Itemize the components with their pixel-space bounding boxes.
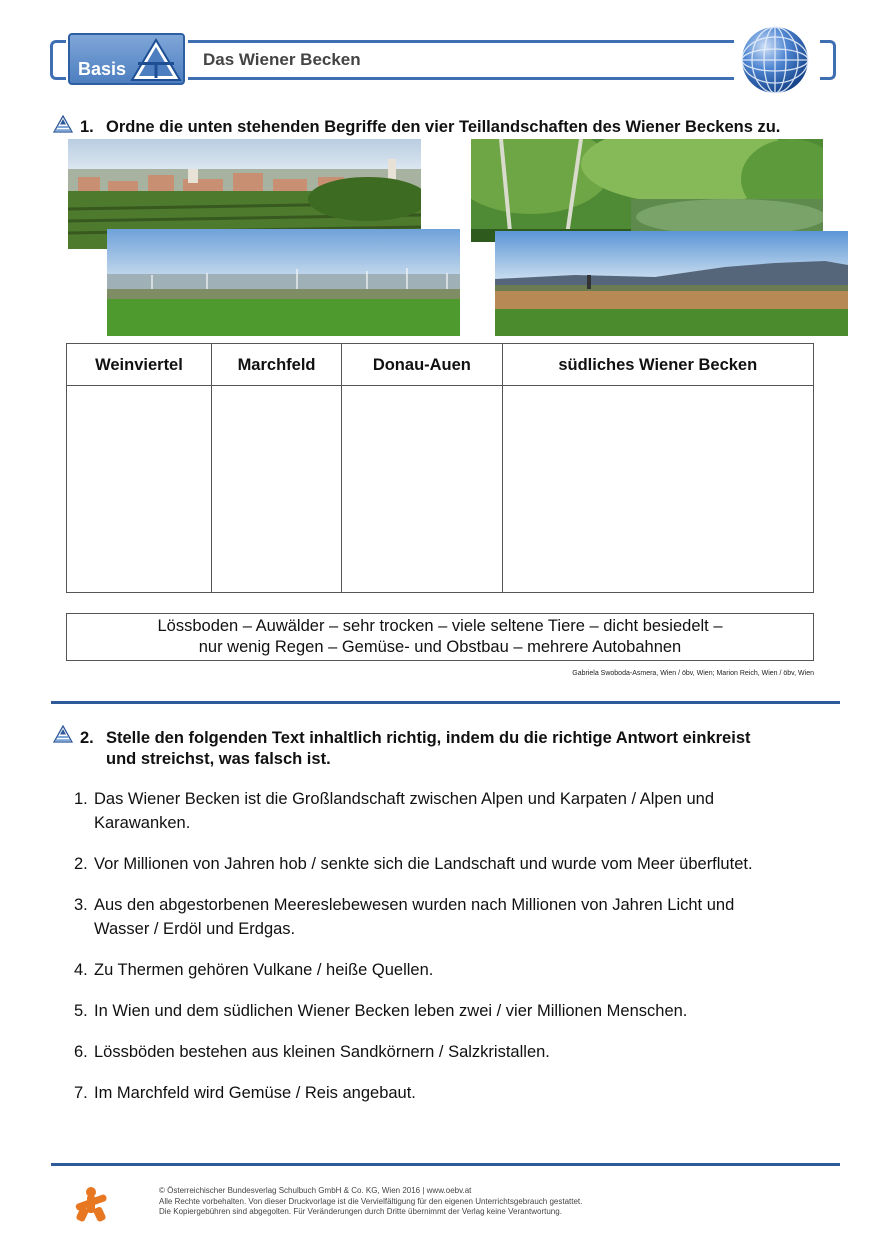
task2-instruction-line-2: und streichst, was falsch ist. <box>106 750 331 768</box>
statement-text[interactable]: In Wien und dem südlichen Wiener Becken leben zwei / vier Millionen Menschen. <box>94 1002 688 1020</box>
page-title: Das Wiener Becken <box>203 50 361 69</box>
assignment-table <box>66 343 814 593</box>
term-box-line-1: Lössboden – Auwälder – sehr trocken – viele seltene Tiere – dicht besiedelt – <box>157 617 723 635</box>
oebv-star-logo-icon <box>72 1185 110 1223</box>
statement-text-cont[interactable]: Karawanken. <box>94 814 191 832</box>
photo-credit: Gabriela Swoboda-Asmera, Wien / öbv, Wien; Marion Reich, Wien / öbv, Wien <box>572 670 814 677</box>
pyramid-level-icon <box>53 725 73 743</box>
statement-text[interactable]: Aus den abgestorbenen Meereslebewesen wurden nach Millionen von Jahren Licht und <box>94 896 735 914</box>
term-box <box>66 613 814 661</box>
photo-suedliches-wiener-becken <box>495 231 848 336</box>
statement-item: 6. Lössböden bestehen aus kleinen Sandkörnern / Salzkristallen. <box>74 1040 834 1064</box>
task2-instruction-line-1: Stelle den folgenden Text inhaltlich richtig, indem du die richtige Antwort einkreist <box>106 729 751 747</box>
statement-text[interactable]: Das Wiener Becken ist die Großlandschaft zwischen Alpen und Karpaten / Alpen und <box>94 790 715 808</box>
footer-copyright <box>159 1186 582 1218</box>
statement-text[interactable]: Vor Millionen von Jahren hob / senkte sich die Landschaft und wurde vom Meer überflutet. <box>94 855 753 873</box>
pyramid-level-icon <box>53 115 73 133</box>
statement-item: 3. Aus den abgestorbenen Meereslebewesen wurden nach Millionen von Jahren Licht und Wasser / Erdöl und Erdgas. <box>74 893 834 941</box>
footer-line-2: Alle Rechte vorbehalten. Von dieser Druckvorlage ist die Vervielfältigung für den eigenen Unterrichtsgebrauch gestattet. <box>159 1196 583 1206</box>
task2-instruction <box>106 728 751 770</box>
footer-line-3: Die Kopiergebühren sind abgegolten. Für Veränderungen durch Dritte übernimmt der Verlag keine Verantwortung. <box>159 1207 562 1216</box>
answer-cell-weinviertel[interactable] <box>67 386 212 593</box>
term-box-line-2: nur wenig Regen – Gemüse- und Obstbau – mehrere Autobahnen <box>198 638 682 656</box>
column-header-suedliches-wiener-becken: südliches Wiener Becken <box>502 344 813 386</box>
statement-text[interactable]: Lössböden bestehen aus kleinen Sandkörnern / Salzkristallen. <box>94 1043 550 1061</box>
task1-instruction: Ordne die unten stehenden Begriffe den vier Teillandschaften des Wiener Beckens zu. <box>106 118 781 136</box>
column-header-donau-auen: Donau-Auen <box>342 344 502 386</box>
task2-number: 2. <box>80 729 94 747</box>
basis-label: Basis <box>78 59 127 79</box>
photo-donau-auen <box>471 139 823 242</box>
basis-badge <box>68 33 185 85</box>
column-header-marchfeld: Marchfeld <box>211 344 341 386</box>
header-line-top <box>188 40 734 43</box>
statement-item: 2. Vor Millionen von Jahren hob / senkte sich die Landschaft und wurde vom Meer überflutet. <box>74 852 834 876</box>
statement-text[interactable]: Im Marchfeld wird Gemüse / Reis angebaut. <box>94 1084 416 1102</box>
statement-text-cont[interactable]: Wasser / Erdöl und Erdgas. <box>94 920 296 938</box>
photo-marchfeld <box>107 229 460 336</box>
footer-divider <box>51 1163 840 1166</box>
statement-text[interactable]: Zu Thermen gehören Vulkane / heiße Quellen. <box>94 961 434 979</box>
statement-item: 5. In Wien und dem südlichen Wiener Becken leben zwei / vier Millionen Menschen. <box>74 999 834 1023</box>
header-line-bottom <box>188 77 734 80</box>
header-bracket-right <box>820 40 836 80</box>
triangle-t-logo-icon <box>130 38 182 82</box>
statement-item: 1. Das Wiener Becken ist die Großlandschaft zwischen Alpen und Karpaten / Alpen und Karawanken. <box>74 787 834 835</box>
statement-list <box>74 787 834 1122</box>
answer-cell-suedliches-wiener-becken[interactable] <box>502 386 813 593</box>
answer-cell-marchfeld[interactable] <box>211 386 341 593</box>
globe-icon <box>740 25 810 95</box>
task1-number: 1. <box>80 118 94 136</box>
answer-cell-donau-auen[interactable] <box>342 386 502 593</box>
header-bracket-left <box>50 40 66 80</box>
section-divider <box>51 701 840 704</box>
column-header-weinviertel: Weinviertel <box>67 344 212 386</box>
statement-item: 7. Im Marchfeld wird Gemüse / Reis angebaut. <box>74 1081 834 1105</box>
statement-item: 4. Zu Thermen gehören Vulkane / heiße Quellen. <box>74 958 834 982</box>
footer-line-1: © Österreichischer Bundesverlag Schulbuch GmbH & Co. KG, Wien 2016 | www.oebv.at <box>159 1186 472 1195</box>
